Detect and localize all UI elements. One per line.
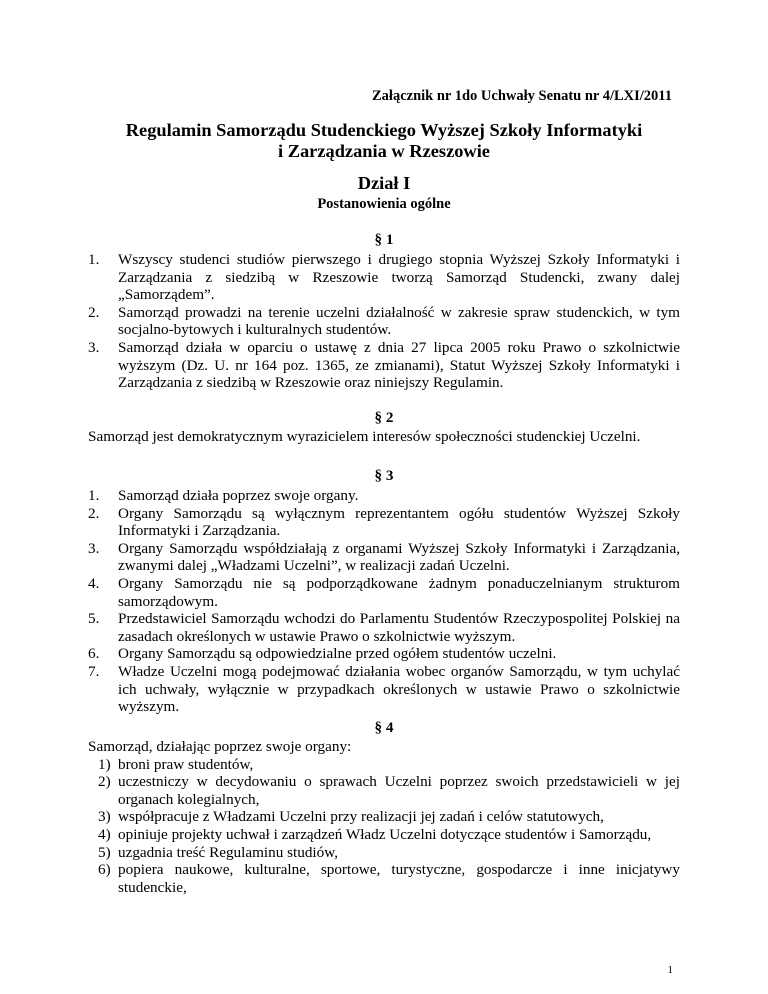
- list-item-number: 2): [98, 773, 111, 791]
- list-item-number: 4): [98, 825, 111, 843]
- list-item: [88, 663, 680, 716]
- list-item-text: Samorząd działa poprzez swoje organy.: [118, 487, 359, 504]
- list-item-text: Organy Samorządu współdziałają z organami Wyższej Szkoły Informatyki i Zarządzania, zwanymi dalej „Władzami Uczelni”, w realizacji zadań Uczelni.: [118, 539, 680, 575]
- list-item-text: Władze Uczelni mogą podejmować działania wobec organów Samorządu, w tym uchylać ich uchwały, wyłącznie w przypadkach określonych w ustawie Prawo o szkolnictwie wyższym.: [118, 662, 680, 716]
- list-item-number: 4.: [88, 574, 100, 592]
- paragraph-3-body: [88, 487, 680, 716]
- list-item: [88, 844, 680, 862]
- list-item-text: opiniuje projekty uchwał i zarządzeń Władz Uczelni dotyczące studentów i Samorządu,: [118, 825, 652, 843]
- list-item-text: Organy Samorządu nie są podporządkowane żadnym ponaduczelnianym strukturom samorządowym.: [118, 574, 680, 610]
- section-subtitle: Postanowienia ogólne: [317, 196, 451, 212]
- list-item-number: 1.: [88, 487, 100, 504]
- list-item-number: 5.: [88, 610, 100, 628]
- document-title-line-1: Regulamin Samorządu Studenckiego Wyższej Szkoły Informatyki: [125, 120, 643, 140]
- list-item-number: 2.: [88, 504, 100, 522]
- document-title: [88, 120, 680, 162]
- list-item-text: Przedstawiciel Samorządu wchodzi do Parlamentu Studentów Rzeczypospolitej Polskiej na zasadach określonych w ustawie Prawo o szkolnictwie wyższym.: [118, 610, 680, 645]
- paragraph-2-mark: § 2: [374, 409, 394, 426]
- list-item-number: 3.: [88, 338, 100, 356]
- list-item: [88, 251, 680, 304]
- paragraph-4-intro: Samorząd, działając poprzez swoje organy:: [88, 738, 352, 755]
- list-item: [88, 861, 680, 896]
- list-item-text: uczestniczy w decydowaniu o sprawach Uczelni poprzez swoich przedstawicieli w jej organach kolegialnych,: [118, 773, 680, 808]
- list-item-number: 7.: [88, 662, 100, 680]
- list-item-number: 3.: [88, 539, 100, 557]
- list-item-number: 5): [98, 843, 111, 861]
- list-item-number: 1.: [88, 251, 100, 268]
- paragraph-4-mark: § 4: [374, 719, 394, 736]
- document-title-line-2: i Zarządzania w Rzeszowie: [278, 141, 490, 161]
- list-item: [88, 756, 680, 774]
- attachment-header: Załącznik nr 1do Uchwały Senatu nr 4/LXI/2011: [372, 88, 672, 104]
- list-item-number: 1): [98, 755, 111, 773]
- list-item-text: uzgadnia treść Regulaminu studiów,: [118, 843, 339, 861]
- list-item-text: Samorząd prowadzi na terenie uczelni działalność w zakresie spraw studenckich, w tym socjalno-bytowych i kulturalnych studentów.: [118, 303, 680, 339]
- list-item-number: 3): [98, 808, 111, 826]
- list-item-number: 2.: [88, 303, 100, 321]
- list-item-number: 6): [98, 861, 111, 879]
- list-item-text: Organy Samorządu są wyłącznym reprezentantem ogółu studentów Wyższej Szkoły Informatyki i Zarządzania.: [118, 504, 680, 540]
- page-number: 1: [667, 964, 673, 976]
- list-item-number: 6.: [88, 645, 100, 663]
- list-item-text: Wszyscy studenci studiów pierwszego i drugiego stopnia Wyższej Szkoły Informatyki i Zarządzania z siedzibą w Rzeszowie tworzą Samorząd Studencki, zwany dalej „Samorządem”.: [118, 251, 680, 304]
- paragraph-2-text: Samorząd jest demokratycznym wyrazicielem interesów społeczności studenckiej Uczelni.: [88, 428, 641, 445]
- list-item: [88, 610, 680, 645]
- paragraph-1-mark: § 1: [374, 231, 394, 248]
- section-title: Dział I: [357, 173, 411, 193]
- list-item: [88, 773, 680, 808]
- paragraph-3-mark: § 3: [374, 467, 394, 484]
- list-item: [88, 808, 680, 826]
- paragraph-1-body: [88, 251, 680, 392]
- list-item: [88, 645, 680, 663]
- list-item-text: Organy Samorządu są odpowiedzialne przed ogółem studentów uczelni.: [118, 645, 557, 663]
- list-item: [88, 487, 680, 505]
- list-item: [88, 339, 680, 392]
- list-item-text: popiera naukowe, kulturalne, sportowe, turystyczne, gospodarcze i inne inicjatywy studenckie,: [118, 861, 680, 896]
- list-item: [88, 575, 680, 610]
- list-item: [88, 540, 680, 575]
- paragraph-4-body: [88, 738, 680, 896]
- list-item-text: Samorząd działa w oparciu o ustawę z dnia 27 lipca 2005 roku Prawo o szkolnictwie wyższym (Dz. U. nr 164 poz. 1365, ze zmianami), Statut Wyższej Szkoły Informatyki i Zarządzania z siedzibą w Rzeszowie oraz niniejszy Regulamin.: [118, 338, 680, 392]
- list-item: [88, 304, 680, 339]
- list-item-text: współpracuje z Władzami Uczelni przy realizacji jej zadań i celów statutowych,: [118, 808, 604, 826]
- list-item: [88, 505, 680, 540]
- list-item: [88, 826, 680, 844]
- list-item-text: broni praw studentów,: [118, 755, 254, 773]
